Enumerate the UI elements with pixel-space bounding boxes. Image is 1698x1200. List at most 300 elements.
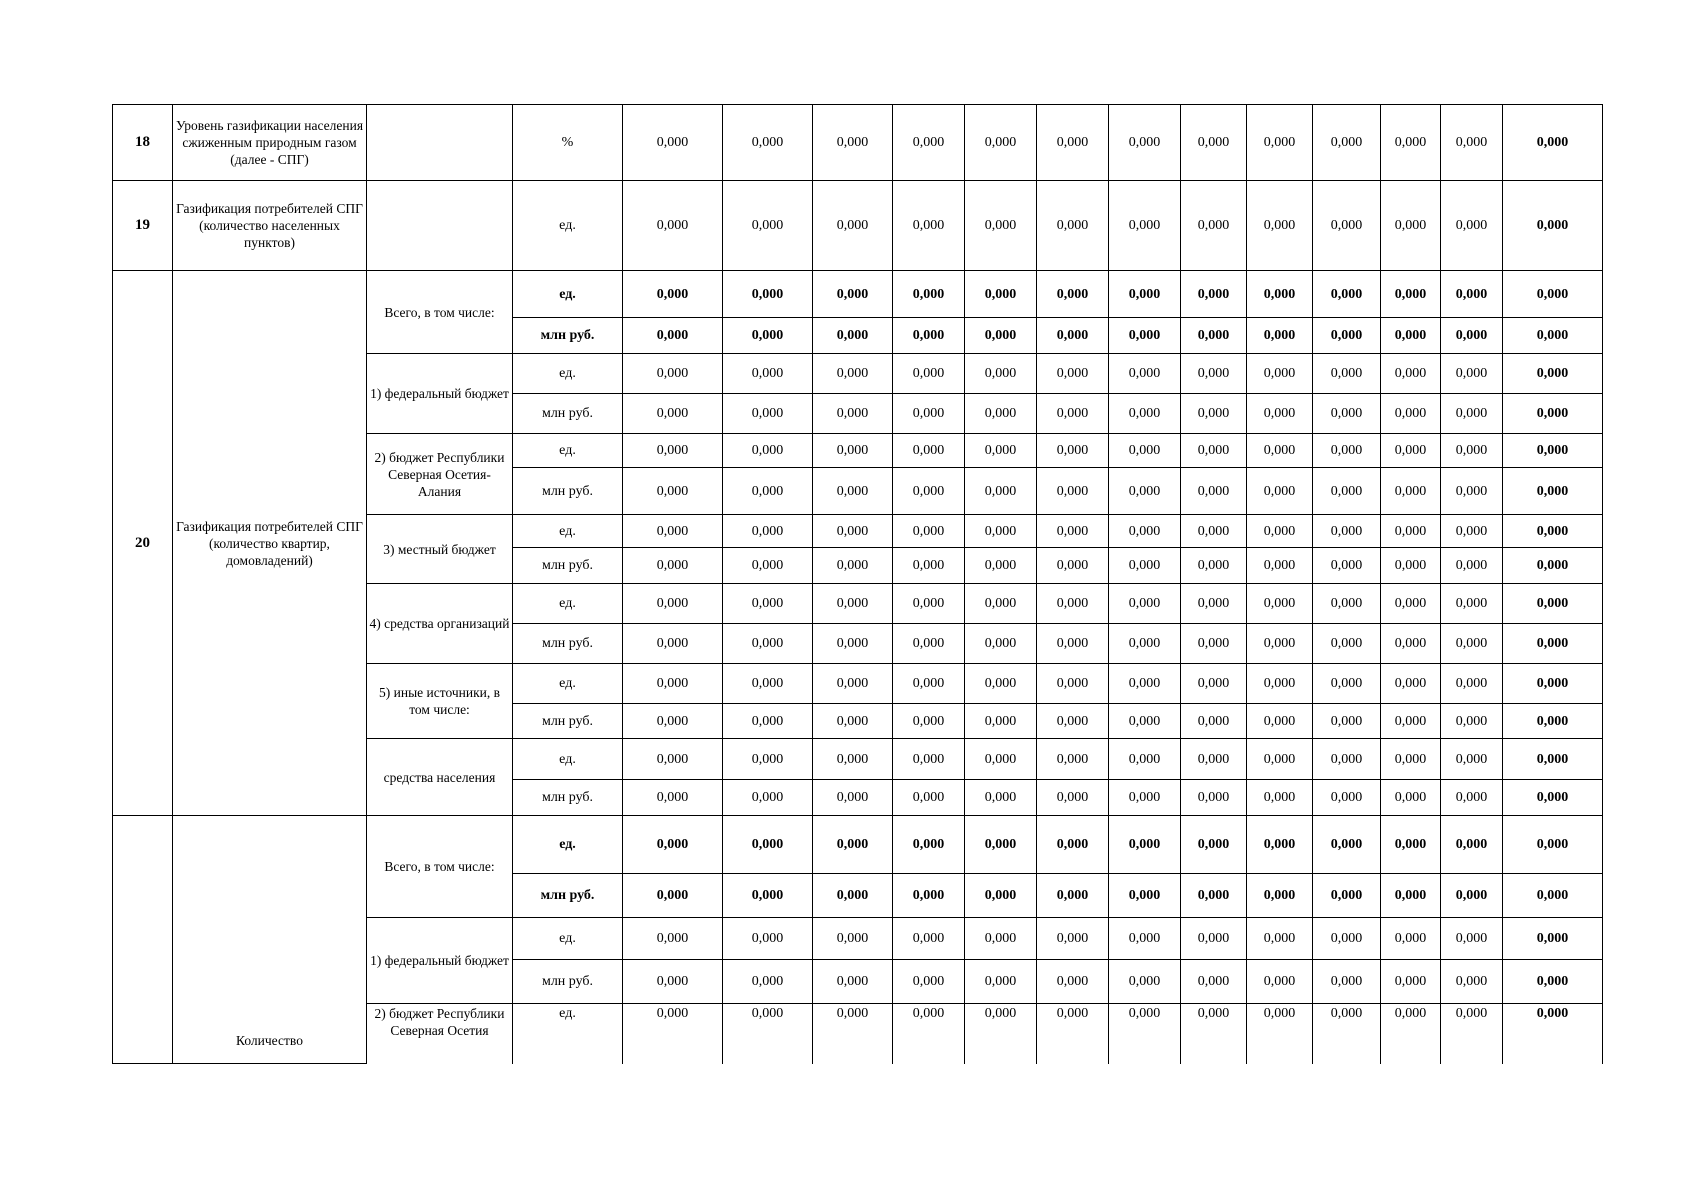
value-cell: 0,000 <box>1441 739 1503 780</box>
value-cell: 0,000 <box>893 468 965 515</box>
value-cell: 0,000 <box>1381 318 1441 354</box>
source-cell <box>367 105 513 181</box>
unit-cell: ед. <box>513 584 623 624</box>
row-number <box>113 816 173 1064</box>
unit-cell: ед. <box>513 1004 623 1064</box>
value-cell: 0,000 <box>813 664 893 704</box>
value-cell: 0,000 <box>813 271 893 318</box>
value-cell: 0,000 <box>1037 318 1109 354</box>
value-cell: 0,000 <box>623 1004 723 1064</box>
value-cell: 0,000 <box>1503 271 1603 318</box>
value-cell: 0,000 <box>723 354 813 394</box>
funding-source-label: 4) средства организаций <box>367 584 513 664</box>
unit-cell: млн руб. <box>513 874 623 918</box>
unit-cell: ед. <box>513 515 623 548</box>
value-cell: 0,000 <box>965 816 1037 874</box>
value-cell: 0,000 <box>723 960 813 1004</box>
value-cell: 0,000 <box>723 780 813 816</box>
value-cell: 0,000 <box>1503 874 1603 918</box>
value-cell: 0,000 <box>1037 105 1109 181</box>
indicator-name: Уровень газификации населения сжиженным природным газом (далее - СПГ) <box>173 105 367 181</box>
value-cell: 0,000 <box>1037 271 1109 318</box>
value-cell: 0,000 <box>1181 780 1247 816</box>
value-cell: 0,000 <box>723 624 813 664</box>
value-cell: 0,000 <box>623 394 723 434</box>
value-cell: 0,000 <box>1441 354 1503 394</box>
value-cell: 0,000 <box>1109 664 1181 704</box>
value-cell: 0,000 <box>1503 960 1603 1004</box>
value-cell: 0,000 <box>1381 434 1441 468</box>
value-cell: 0,000 <box>813 181 893 271</box>
value-cell: 0,000 <box>1037 664 1109 704</box>
value-cell: 0,000 <box>1381 739 1441 780</box>
value-cell: 0,000 <box>1247 394 1313 434</box>
value-cell: 0,000 <box>723 548 813 584</box>
value-cell: 0,000 <box>1503 318 1603 354</box>
value-cell: 0,000 <box>965 548 1037 584</box>
value-cell: 0,000 <box>1181 664 1247 704</box>
value-cell: 0,000 <box>965 874 1037 918</box>
table-row <box>113 271 1603 318</box>
value-cell: 0,000 <box>893 271 965 318</box>
value-cell: 0,000 <box>1441 318 1503 354</box>
value-cell: 0,000 <box>1247 624 1313 664</box>
value-cell: 0,000 <box>965 584 1037 624</box>
value-cell: 0,000 <box>1381 780 1441 816</box>
value-cell: 0,000 <box>1381 960 1441 1004</box>
value-cell: 0,000 <box>1313 584 1381 624</box>
value-cell: 0,000 <box>1313 354 1381 394</box>
value-cell: 0,000 <box>1109 584 1181 624</box>
row-number: 19 <box>113 181 173 271</box>
value-cell: 0,000 <box>1109 318 1181 354</box>
value-cell: 0,000 <box>813 704 893 739</box>
value-cell: 0,000 <box>1441 181 1503 271</box>
funding-source-label: 2) бюджет Республики Северная Осетия <box>367 1004 513 1064</box>
unit-cell: % <box>513 105 623 181</box>
value-cell: 0,000 <box>1247 354 1313 394</box>
value-cell: 0,000 <box>723 105 813 181</box>
value-cell: 0,000 <box>1441 816 1503 874</box>
value-cell: 0,000 <box>893 584 965 624</box>
value-cell: 0,000 <box>623 181 723 271</box>
value-cell: 0,000 <box>1313 739 1381 780</box>
value-cell: 0,000 <box>1181 874 1247 918</box>
indicator-name-partial: Количество <box>236 1033 303 1048</box>
value-cell: 0,000 <box>1381 918 1441 960</box>
value-cell: 0,000 <box>1037 816 1109 874</box>
value-cell: 0,000 <box>1181 960 1247 1004</box>
value-cell: 0,000 <box>813 960 893 1004</box>
value-cell: 0,000 <box>1313 816 1381 874</box>
value-cell: 0,000 <box>1037 584 1109 624</box>
value-cell: 0,000 <box>723 394 813 434</box>
value-cell: 0,000 <box>623 318 723 354</box>
funding-source-label: 2) бюджет Республики Северная Осетия-Алания <box>367 434 513 515</box>
value-cell: 0,000 <box>723 918 813 960</box>
value-cell: 0,000 <box>1037 624 1109 664</box>
indicator-table <box>112 104 1603 1064</box>
value-cell: 0,000 <box>623 271 723 318</box>
value-cell: 0,000 <box>1313 704 1381 739</box>
value-cell: 0,000 <box>1503 624 1603 664</box>
value-cell: 0,000 <box>1313 181 1381 271</box>
unit-cell: ед. <box>513 918 623 960</box>
value-cell: 0,000 <box>1247 318 1313 354</box>
value-cell: 0,000 <box>965 354 1037 394</box>
indicator-name: Газификация потребителей СПГ (количество квартир, домовладений) <box>173 271 367 816</box>
value-cell: 0,000 <box>813 515 893 548</box>
value-cell: 0,000 <box>1503 664 1603 704</box>
value-cell: 0,000 <box>893 1004 965 1064</box>
value-cell: 0,000 <box>1181 739 1247 780</box>
value-cell: 0,000 <box>623 780 723 816</box>
value-cell: 0,000 <box>1037 960 1109 1004</box>
value-cell: 0,000 <box>1247 105 1313 181</box>
value-cell: 0,000 <box>1247 918 1313 960</box>
value-cell: 0,000 <box>723 1004 813 1064</box>
value-cell: 0,000 <box>1247 664 1313 704</box>
value-cell: 0,000 <box>723 664 813 704</box>
value-cell: 0,000 <box>723 584 813 624</box>
value-cell: 0,000 <box>1037 704 1109 739</box>
unit-cell: ед. <box>513 181 623 271</box>
indicator-name <box>173 816 367 1064</box>
value-cell: 0,000 <box>1441 1004 1503 1064</box>
value-cell: 0,000 <box>1181 318 1247 354</box>
value-cell: 0,000 <box>623 624 723 664</box>
value-cell: 0,000 <box>1441 960 1503 1004</box>
value-cell: 0,000 <box>1313 918 1381 960</box>
value-cell: 0,000 <box>1037 739 1109 780</box>
unit-cell: млн руб. <box>513 780 623 816</box>
value-cell: 0,000 <box>1313 874 1381 918</box>
value-cell: 0,000 <box>965 394 1037 434</box>
unit-cell: ед. <box>513 664 623 704</box>
value-cell: 0,000 <box>1503 584 1603 624</box>
value-cell: 0,000 <box>1247 780 1313 816</box>
value-cell: 0,000 <box>1503 105 1603 181</box>
value-cell: 0,000 <box>1503 1004 1603 1064</box>
value-cell: 0,000 <box>1441 434 1503 468</box>
value-cell: 0,000 <box>1381 354 1441 394</box>
value-cell: 0,000 <box>893 354 965 394</box>
value-cell: 0,000 <box>1503 918 1603 960</box>
value-cell: 0,000 <box>893 664 965 704</box>
value-cell: 0,000 <box>1313 271 1381 318</box>
value-cell: 0,000 <box>965 664 1037 704</box>
value-cell: 0,000 <box>813 548 893 584</box>
value-cell: 0,000 <box>723 704 813 739</box>
value-cell: 0,000 <box>1503 354 1603 394</box>
value-cell: 0,000 <box>623 468 723 515</box>
value-cell: 0,000 <box>1503 704 1603 739</box>
value-cell: 0,000 <box>623 960 723 1004</box>
value-cell: 0,000 <box>1441 105 1503 181</box>
value-cell: 0,000 <box>623 434 723 468</box>
value-cell: 0,000 <box>1247 515 1313 548</box>
value-cell: 0,000 <box>893 918 965 960</box>
value-cell: 0,000 <box>623 515 723 548</box>
value-cell: 0,000 <box>1441 918 1503 960</box>
value-cell: 0,000 <box>1181 548 1247 584</box>
value-cell: 0,000 <box>813 584 893 624</box>
indicator-table-page <box>112 104 1602 1064</box>
value-cell: 0,000 <box>1503 181 1603 271</box>
value-cell: 0,000 <box>1181 105 1247 181</box>
value-cell: 0,000 <box>813 468 893 515</box>
value-cell: 0,000 <box>965 468 1037 515</box>
value-cell: 0,000 <box>1109 394 1181 434</box>
unit-cell: млн руб. <box>513 624 623 664</box>
value-cell: 0,000 <box>893 704 965 739</box>
value-cell: 0,000 <box>623 704 723 739</box>
value-cell: 0,000 <box>965 271 1037 318</box>
value-cell: 0,000 <box>1503 548 1603 584</box>
unit-cell: ед. <box>513 739 623 780</box>
value-cell: 0,000 <box>623 584 723 624</box>
value-cell: 0,000 <box>1109 271 1181 318</box>
value-cell: 0,000 <box>813 816 893 874</box>
unit-cell: млн руб. <box>513 548 623 584</box>
value-cell: 0,000 <box>813 394 893 434</box>
value-cell: 0,000 <box>623 354 723 394</box>
funding-source-label: средства населения <box>367 739 513 816</box>
value-cell: 0,000 <box>813 1004 893 1064</box>
funding-source-label: 5) иные источники, в том числе: <box>367 664 513 739</box>
value-cell: 0,000 <box>1181 434 1247 468</box>
value-cell: 0,000 <box>1381 664 1441 704</box>
value-cell: 0,000 <box>723 874 813 918</box>
indicator-name: Газификация потребителей СПГ (количество населенных пунктов) <box>173 181 367 271</box>
value-cell: 0,000 <box>1247 874 1313 918</box>
value-cell: 0,000 <box>723 739 813 780</box>
value-cell: 0,000 <box>1181 515 1247 548</box>
value-cell: 0,000 <box>965 918 1037 960</box>
value-cell: 0,000 <box>1037 918 1109 960</box>
value-cell: 0,000 <box>1313 624 1381 664</box>
value-cell: 0,000 <box>965 434 1037 468</box>
value-cell: 0,000 <box>1247 468 1313 515</box>
value-cell: 0,000 <box>1313 780 1381 816</box>
value-cell: 0,000 <box>1503 468 1603 515</box>
value-cell: 0,000 <box>1313 548 1381 584</box>
value-cell: 0,000 <box>1381 874 1441 918</box>
value-cell: 0,000 <box>1503 739 1603 780</box>
value-cell: 0,000 <box>1503 515 1603 548</box>
value-cell: 0,000 <box>813 780 893 816</box>
value-cell: 0,000 <box>1109 960 1181 1004</box>
value-cell: 0,000 <box>965 960 1037 1004</box>
value-cell: 0,000 <box>723 318 813 354</box>
value-cell: 0,000 <box>1247 271 1313 318</box>
value-cell: 0,000 <box>893 515 965 548</box>
value-cell: 0,000 <box>965 739 1037 780</box>
value-cell: 0,000 <box>1109 181 1181 271</box>
unit-cell: млн руб. <box>513 468 623 515</box>
value-cell: 0,000 <box>1247 434 1313 468</box>
value-cell: 0,000 <box>965 624 1037 664</box>
unit-cell: ед. <box>513 816 623 874</box>
value-cell: 0,000 <box>1441 704 1503 739</box>
value-cell: 0,000 <box>1313 960 1381 1004</box>
funding-source-label: Всего, в том числе: <box>367 271 513 354</box>
value-cell: 0,000 <box>1037 1004 1109 1064</box>
value-cell: 0,000 <box>1313 434 1381 468</box>
value-cell: 0,000 <box>1109 1004 1181 1064</box>
value-cell: 0,000 <box>1247 548 1313 584</box>
value-cell: 0,000 <box>1181 394 1247 434</box>
value-cell: 0,000 <box>1381 394 1441 434</box>
value-cell: 0,000 <box>1381 515 1441 548</box>
value-cell: 0,000 <box>1037 548 1109 584</box>
value-cell: 0,000 <box>1441 624 1503 664</box>
value-cell: 0,000 <box>1037 874 1109 918</box>
value-cell: 0,000 <box>1109 918 1181 960</box>
value-cell: 0,000 <box>1381 468 1441 515</box>
value-cell: 0,000 <box>1381 105 1441 181</box>
value-cell: 0,000 <box>965 181 1037 271</box>
value-cell: 0,000 <box>1037 394 1109 434</box>
value-cell: 0,000 <box>1109 468 1181 515</box>
value-cell: 0,000 <box>893 318 965 354</box>
value-cell: 0,000 <box>1037 515 1109 548</box>
value-cell: 0,000 <box>1313 394 1381 434</box>
value-cell: 0,000 <box>1441 548 1503 584</box>
value-cell: 0,000 <box>1247 704 1313 739</box>
value-cell: 0,000 <box>1247 816 1313 874</box>
value-cell: 0,000 <box>723 515 813 548</box>
value-cell: 0,000 <box>893 816 965 874</box>
value-cell: 0,000 <box>1247 181 1313 271</box>
value-cell: 0,000 <box>893 548 965 584</box>
value-cell: 0,000 <box>893 780 965 816</box>
value-cell: 0,000 <box>893 434 965 468</box>
value-cell: 0,000 <box>1381 181 1441 271</box>
value-cell: 0,000 <box>1109 816 1181 874</box>
value-cell: 0,000 <box>1181 354 1247 394</box>
value-cell: 0,000 <box>965 1004 1037 1064</box>
value-cell: 0,000 <box>723 468 813 515</box>
value-cell: 0,000 <box>1381 1004 1441 1064</box>
value-cell: 0,000 <box>1109 105 1181 181</box>
funding-source-label: 1) федеральный бюджет <box>367 354 513 434</box>
value-cell: 0,000 <box>1037 468 1109 515</box>
unit-cell: млн руб. <box>513 318 623 354</box>
value-cell: 0,000 <box>813 434 893 468</box>
value-cell: 0,000 <box>1313 105 1381 181</box>
value-cell: 0,000 <box>1503 394 1603 434</box>
table-row <box>113 105 1603 181</box>
value-cell: 0,000 <box>1109 354 1181 394</box>
value-cell: 0,000 <box>1313 515 1381 548</box>
value-cell: 0,000 <box>1181 181 1247 271</box>
value-cell: 0,000 <box>1109 704 1181 739</box>
value-cell: 0,000 <box>1441 515 1503 548</box>
table-row <box>113 816 1603 874</box>
value-cell: 0,000 <box>1109 624 1181 664</box>
source-cell <box>367 181 513 271</box>
unit-cell: млн руб. <box>513 394 623 434</box>
value-cell: 0,000 <box>1247 739 1313 780</box>
value-cell: 0,000 <box>965 318 1037 354</box>
value-cell: 0,000 <box>813 918 893 960</box>
value-cell: 0,000 <box>1181 584 1247 624</box>
value-cell: 0,000 <box>1381 584 1441 624</box>
value-cell: 0,000 <box>965 704 1037 739</box>
value-cell: 0,000 <box>893 739 965 780</box>
value-cell: 0,000 <box>723 181 813 271</box>
value-cell: 0,000 <box>1441 468 1503 515</box>
value-cell: 0,000 <box>623 105 723 181</box>
value-cell: 0,000 <box>893 874 965 918</box>
value-cell: 0,000 <box>813 318 893 354</box>
value-cell: 0,000 <box>813 874 893 918</box>
value-cell: 0,000 <box>1181 918 1247 960</box>
value-cell: 0,000 <box>1037 181 1109 271</box>
row-number: 20 <box>113 271 173 816</box>
value-cell: 0,000 <box>965 780 1037 816</box>
value-cell: 0,000 <box>1037 434 1109 468</box>
value-cell: 0,000 <box>723 816 813 874</box>
value-cell: 0,000 <box>1503 816 1603 874</box>
row-number: 18 <box>113 105 173 181</box>
value-cell: 0,000 <box>813 739 893 780</box>
value-cell: 0,000 <box>893 960 965 1004</box>
value-cell: 0,000 <box>813 354 893 394</box>
value-cell: 0,000 <box>893 624 965 664</box>
value-cell: 0,000 <box>1109 874 1181 918</box>
value-cell: 0,000 <box>893 105 965 181</box>
value-cell: 0,000 <box>1313 468 1381 515</box>
value-cell: 0,000 <box>1441 874 1503 918</box>
value-cell: 0,000 <box>1381 271 1441 318</box>
value-cell: 0,000 <box>623 548 723 584</box>
value-cell: 0,000 <box>1247 584 1313 624</box>
value-cell: 0,000 <box>1109 515 1181 548</box>
value-cell: 0,000 <box>623 918 723 960</box>
funding-source-label: 3) местный бюджет <box>367 515 513 584</box>
value-cell: 0,000 <box>1181 468 1247 515</box>
value-cell: 0,000 <box>1441 394 1503 434</box>
value-cell: 0,000 <box>1109 739 1181 780</box>
value-cell: 0,000 <box>1109 780 1181 816</box>
value-cell: 0,000 <box>965 515 1037 548</box>
value-cell: 0,000 <box>1381 816 1441 874</box>
value-cell: 0,000 <box>1037 354 1109 394</box>
value-cell: 0,000 <box>1109 548 1181 584</box>
value-cell: 0,000 <box>1441 780 1503 816</box>
unit-cell: ед. <box>513 434 623 468</box>
value-cell: 0,000 <box>1037 780 1109 816</box>
unit-cell: ед. <box>513 354 623 394</box>
value-cell: 0,000 <box>1181 816 1247 874</box>
value-cell: 0,000 <box>623 874 723 918</box>
value-cell: 0,000 <box>1109 434 1181 468</box>
value-cell: 0,000 <box>1313 664 1381 704</box>
value-cell: 0,000 <box>1181 704 1247 739</box>
unit-cell: млн руб. <box>513 960 623 1004</box>
value-cell: 0,000 <box>1381 624 1441 664</box>
value-cell: 0,000 <box>1441 664 1503 704</box>
value-cell: 0,000 <box>1381 704 1441 739</box>
value-cell: 0,000 <box>1441 584 1503 624</box>
value-cell: 0,000 <box>813 624 893 664</box>
value-cell: 0,000 <box>723 271 813 318</box>
value-cell: 0,000 <box>1181 1004 1247 1064</box>
value-cell: 0,000 <box>623 739 723 780</box>
value-cell: 0,000 <box>1381 548 1441 584</box>
